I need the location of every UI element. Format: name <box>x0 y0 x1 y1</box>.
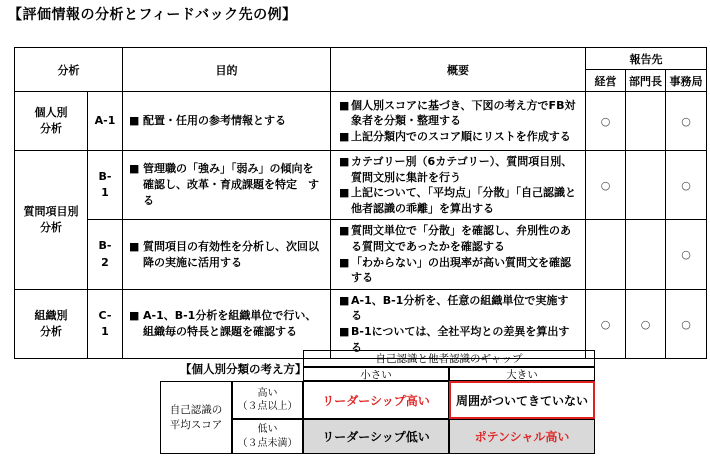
header-purpose: 目的 <box>123 48 331 92</box>
overview-cell <box>331 220 586 289</box>
gap-large-header: 大きい <box>449 367 595 381</box>
gap-axis-title: 自己認識と他者認識のギャップ <box>303 350 595 367</box>
mark-dept-head: ○ <box>626 289 666 358</box>
list-item: ■ A-1、B-1分析を、任意の組織単位で実施する <box>339 293 569 323</box>
mark-management <box>586 220 626 289</box>
overview-cell <box>331 92 586 151</box>
code-cell: B- 1 <box>88 151 123 220</box>
code-cell: A-1 <box>88 92 123 151</box>
code-cell: B- 2 <box>88 220 123 289</box>
list-item: ■ 上記分類内でのスコア順にリストを作成する <box>339 129 571 143</box>
header-overview: 概要 <box>331 48 586 92</box>
header-recipient-dept-head: 部門長 <box>626 70 666 92</box>
mark-management: ○ <box>586 289 626 358</box>
gap-small-header: 小さい <box>303 367 449 381</box>
list-item: ■ 個人別スコアに基づき、下図の考え方でFB対象者を分類・整理する <box>339 98 576 128</box>
matrix-title: 【個人別分類の考え方】 <box>180 362 307 376</box>
list-item: ■ B-1については、全社平均との差異を算出する <box>339 325 570 354</box>
analysis-table <box>14 47 707 359</box>
cell-low-large-gap: ポテンシャル高い <box>449 419 595 454</box>
list-item: ■ 上記について、「平均点」「分散」「自己認識と他者認識の乖離」を算出する <box>339 186 577 215</box>
page-title: 【評価情報の分析とフィードバック先の例】 <box>8 7 297 23</box>
header-recipient-secretariat: 事務局 <box>666 70 707 92</box>
overview-cell <box>331 289 586 358</box>
mark-management: ○ <box>586 151 626 220</box>
purpose-cell: ■ 質問項目の有効性を分析し、次回以降の実施に活用する <box>123 220 331 289</box>
mark-dept-head <box>626 92 666 151</box>
mark-dept-head <box>626 151 666 220</box>
purpose-cell: ■ 配置・任用の参考情報とする <box>123 92 331 151</box>
avg-score-label: 自己認識の 平均スコア <box>160 381 232 454</box>
list-item: ■ カテゴリー別（6カテゴリー）、質問項目別、質問文別に集計を行う <box>339 155 573 184</box>
purpose-cell: ■ 管理職の「強み」「弱み」の傾向を確認し、改革・育成課題を特定 する <box>123 151 331 220</box>
header-report-to: 報告先 <box>586 48 707 70</box>
list-item: ■ 「わからない」の出現率が高い質問文を確認する <box>339 255 571 285</box>
category-cell: 質問項目別 分析 <box>15 151 88 290</box>
table-row <box>15 92 707 151</box>
category-cell: 組織別 分析 <box>15 289 88 358</box>
mark-secretariat: ○ <box>666 151 707 220</box>
code-cell: C- 1 <box>88 289 123 358</box>
high-score-label: 高い （３点以上） <box>232 381 303 419</box>
mark-management: ○ <box>586 92 626 151</box>
table-row <box>15 220 707 289</box>
purpose-cell: ■ A-1、B-1分析を組織単位で行い、組織毎の特長と課題を確認する <box>123 289 331 358</box>
low-score-label: 低い （３点未満） <box>232 419 303 454</box>
mark-secretariat: ○ <box>666 92 707 151</box>
header-analysis: 分析 <box>15 48 123 92</box>
mark-secretariat: ○ <box>666 289 707 358</box>
overview-cell <box>331 151 586 220</box>
cell-low-small-gap: リーダーシップ低い <box>303 419 449 454</box>
cell-high-large-gap: 周囲がついてきていない <box>449 381 595 419</box>
mark-dept-head <box>626 220 666 289</box>
header-recipient-management: 経営 <box>586 70 626 92</box>
list-item: ■ 質問文単位で「分散」を確認し、弁別性のある質問文であったかを確認する <box>339 224 571 254</box>
table-row <box>15 151 707 220</box>
mark-secretariat: ○ <box>666 220 707 289</box>
cell-high-small-gap: リーダーシップ高い <box>303 381 449 419</box>
category-cell: 個人別 分析 <box>15 92 88 151</box>
table-row <box>15 289 707 358</box>
